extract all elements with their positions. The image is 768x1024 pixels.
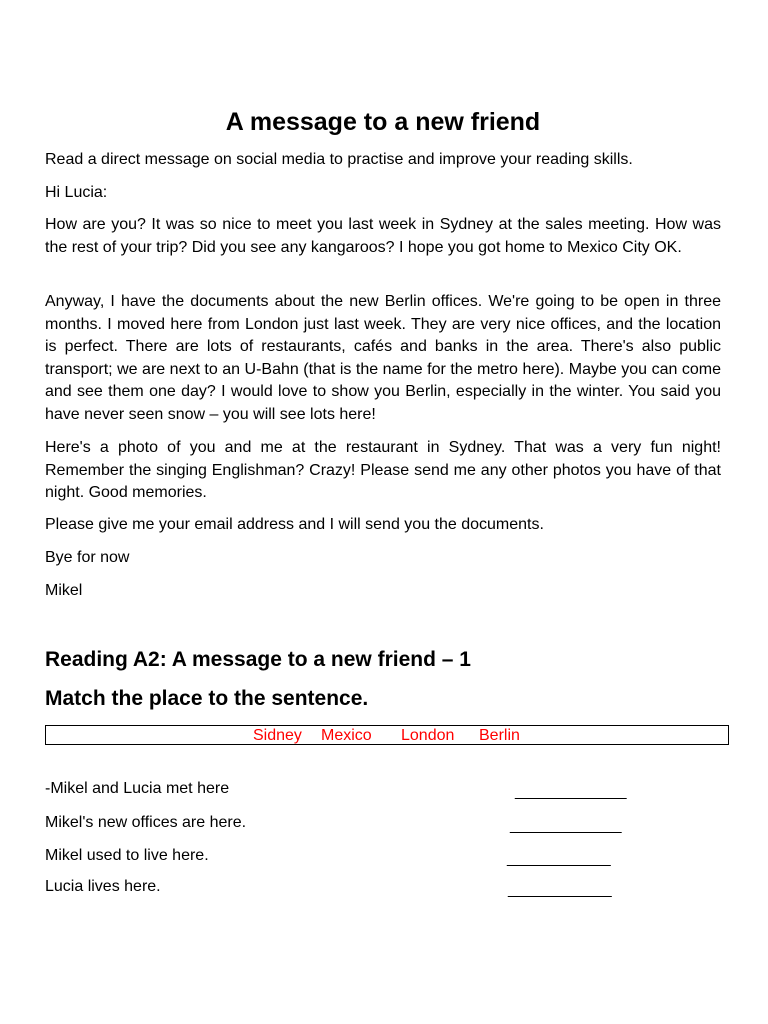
word-bank-item: Berlin <box>479 727 520 744</box>
page-title: A message to a new friend <box>225 108 541 136</box>
answer-blank[interactable]: ______________ <box>515 783 626 800</box>
question-text: Mikel used to live here. <box>45 847 209 864</box>
word-bank-item: Sidney <box>253 727 302 744</box>
message-paragraph-2: Anyway, I have the documents about the new Berlin offices. We're going to be open in three months. I moved here from London just last week. They are very nice offices, and the location is perfect. There are lots of restaurants, cafés and banks in the area. There's also public transport; we are next to an U-Bahn (that is the name for the metro here). Maybe you can come and see them one day? I would love to show you Berlin, especially in the winter. You said you have never seen snow – you will see lots here! <box>45 293 721 423</box>
message-greeting: Hi Lucia: <box>45 184 108 201</box>
message-paragraph-3: Here's a photo of you and me at the restaurant in Sydney. That was a very fun night! Remember the singing Englishman? Crazy! Please send me any other photos you have of that night. Good memories. <box>45 439 721 501</box>
message-signoff: Bye for now <box>45 549 130 566</box>
message-paragraph-4: Please give me your email address and I will send you the documents. <box>45 516 544 533</box>
exercise-instruction: Match the place to the sentence. <box>45 687 369 710</box>
exercise-heading: Reading A2: A message to a new friend – 1 <box>45 648 471 671</box>
message-paragraph-1: How are you? It was so nice to meet you last week in Sydney at the sales meeting. How was the rest of your trip? Did you see any kangaroos? I hope you got home to Mexico City OK. <box>45 216 721 256</box>
question-text: Lucia lives here. <box>45 878 161 895</box>
word-bank-item: London <box>401 727 455 744</box>
question-text: Mikel's new offices are here. <box>45 814 247 831</box>
answer-blank[interactable]: ______________ <box>510 817 621 834</box>
question-text: -Mikel and Lucia met here <box>45 780 230 797</box>
word-bank-item: Mexico <box>321 727 372 744</box>
message-signature: Mikel <box>45 582 83 599</box>
word-bank-box <box>45 725 729 745</box>
intro-text: Read a direct message on social media to practise and improve your reading skills. <box>45 151 633 168</box>
answer-blank[interactable]: _____________ <box>507 850 610 867</box>
answer-blank[interactable]: _____________ <box>508 881 611 898</box>
